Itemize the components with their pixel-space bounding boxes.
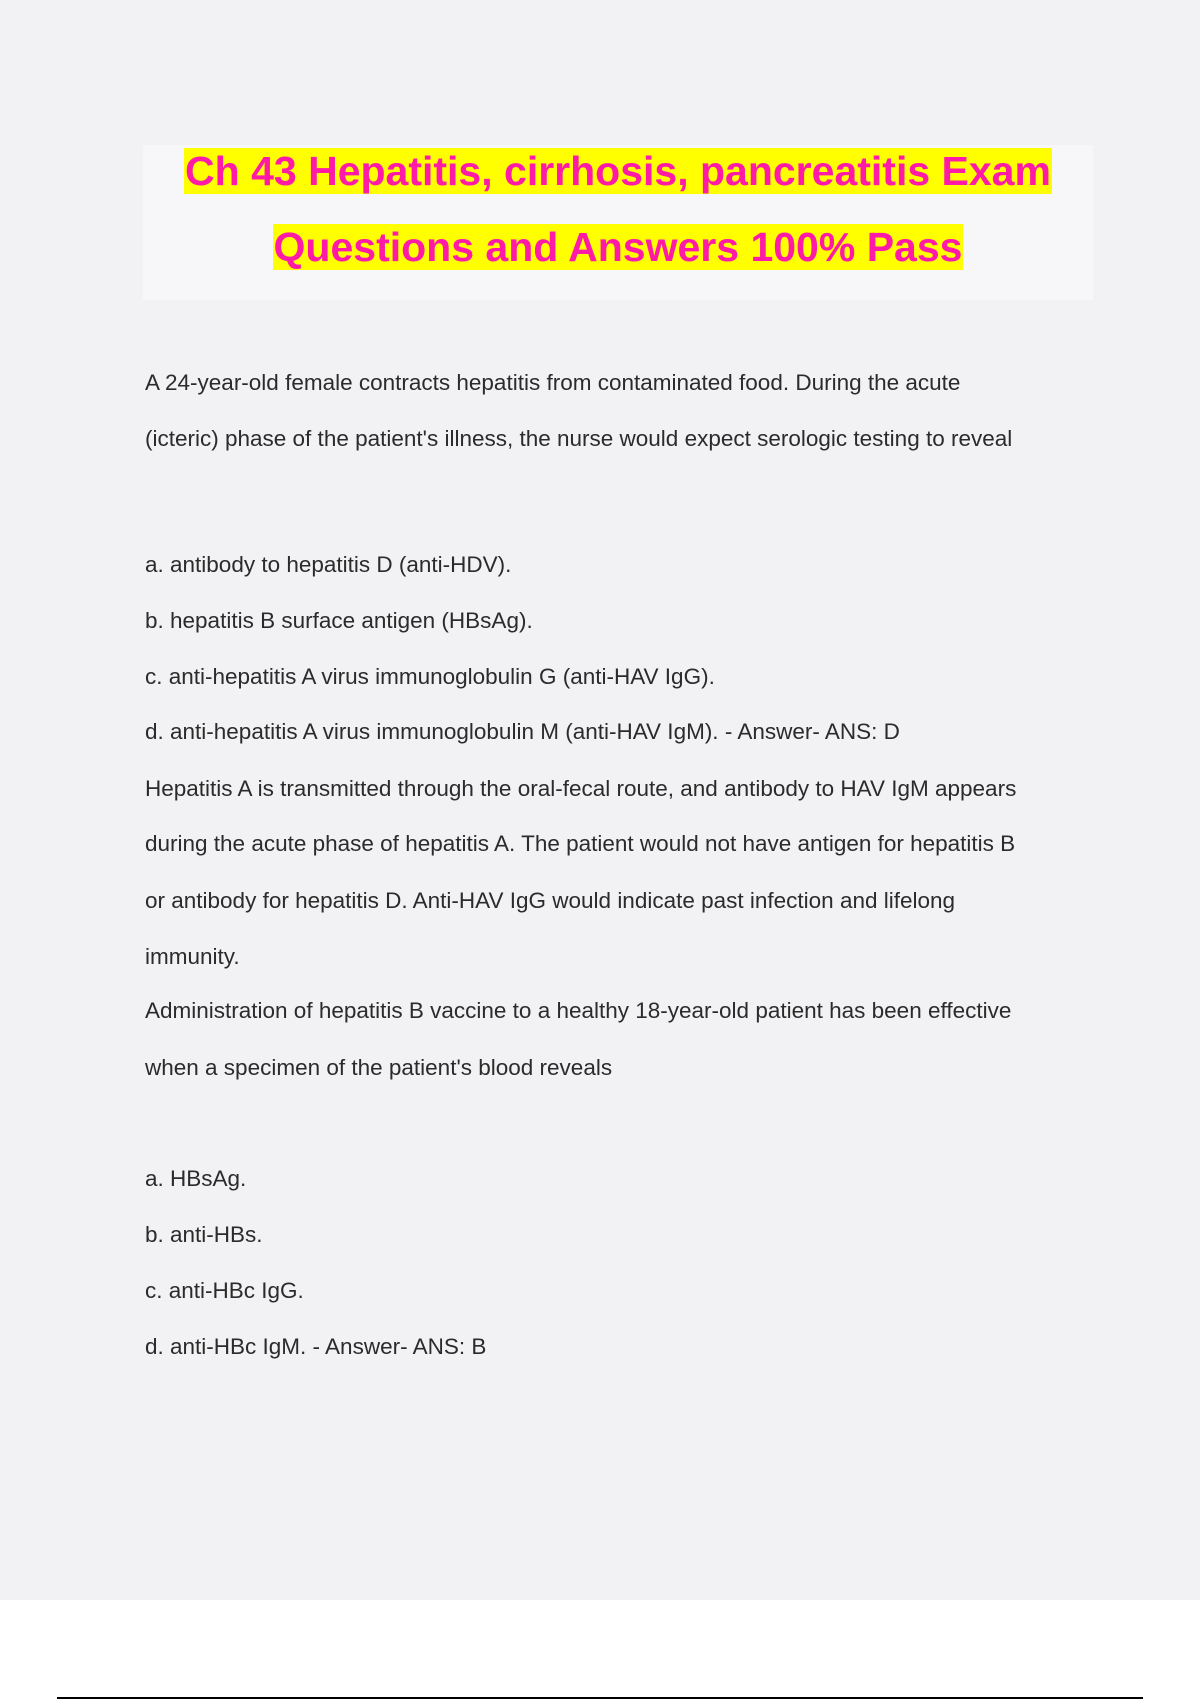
question-1-rationale-line-2: during the acute phase of hepatitis A. The patient would not have antigen for hepatitis B xyxy=(145,831,1016,856)
question-1-option-c: c. anti-hepatitis A virus immunoglobulin G (anti-HAV IgG). xyxy=(145,664,715,689)
question-1-stem-line-1: A 24-year-old female contracts hepatitis from contaminated food. During the acute xyxy=(145,370,961,395)
question-1-rationale-line-1: Hepatitis A is transmitted through the oral-fecal route, and antibody to HAV IgM appears xyxy=(145,776,1017,801)
page-title-line-1: Ch 43 Hepatitis, cirrhosis, pancreatitis Exam xyxy=(185,148,1051,194)
question-2-option-c: c. anti-HBc IgG. xyxy=(145,1278,304,1303)
page-title-line-2: Questions and Answers 100% Pass xyxy=(273,224,963,270)
question-1-stem-line-2: (icteric) phase of the patient's illness, the nurse would expect serologic testing to reveal xyxy=(145,426,1013,451)
question-1-rationale-line-3: or antibody for hepatitis D. Anti-HAV IgG would indicate past infection and lifelong xyxy=(145,888,956,913)
question-2-stem-line-1: Administration of hepatitis B vaccine to a healthy 18-year-old patient has been effective xyxy=(145,998,1012,1023)
question-1-option-b: b. hepatitis B surface antigen (HBsAg). xyxy=(145,608,533,633)
question-1-option-a: a. antibody to hepatitis D (anti-HDV). xyxy=(145,552,512,577)
question-1-option-d-answer: d. anti-hepatitis A virus immunoglobulin M (anti-HAV IgM). - Answer- ANS: D xyxy=(145,719,900,744)
question-2-option-d-answer: d. anti-HBc IgM. - Answer- ANS: B xyxy=(145,1334,487,1359)
question-2-option-a: a. HBsAg. xyxy=(145,1166,247,1191)
footer-divider xyxy=(57,1697,1143,1699)
question-2-option-b: b. anti-HBs. xyxy=(145,1222,263,1247)
question-2-stem-line-2: when a specimen of the patient's blood reveals xyxy=(145,1055,613,1080)
question-1-rationale-line-4: immunity. xyxy=(145,944,240,969)
